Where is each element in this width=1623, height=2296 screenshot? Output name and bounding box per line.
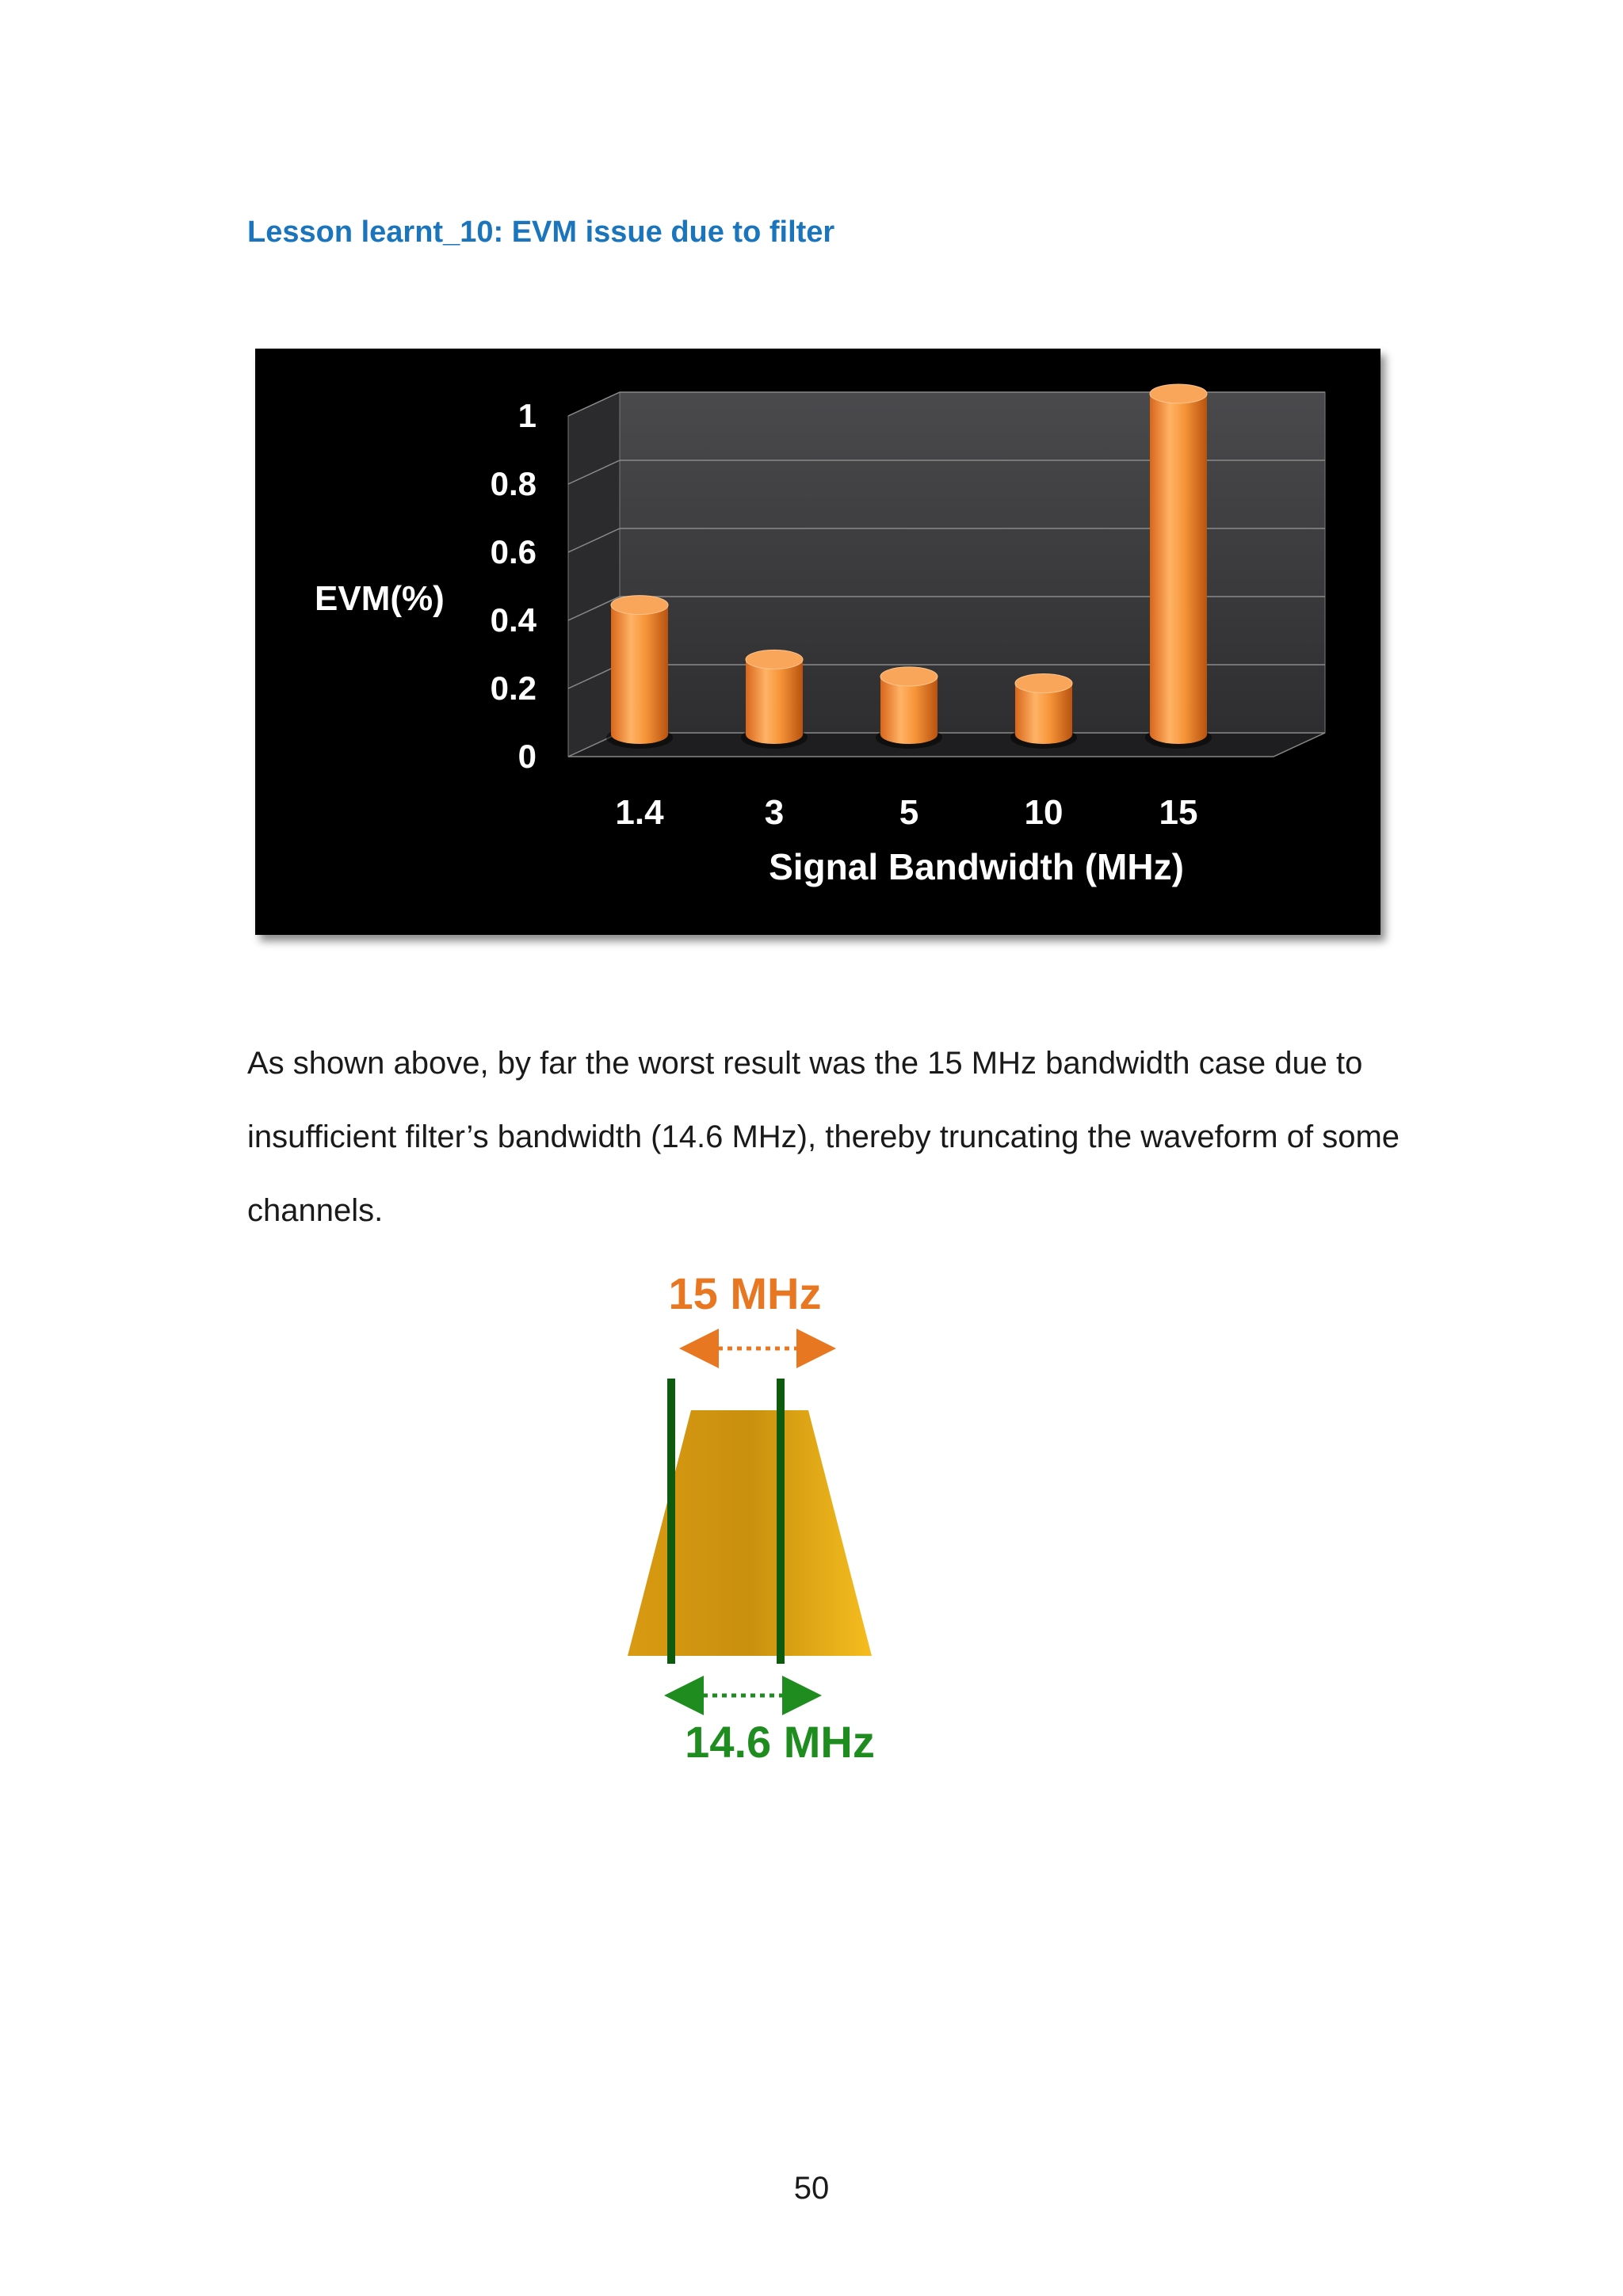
body-paragraph: As shown above, by far the worst result was the 15 MHz bandwidth case due to insufficient filter’s bandwidth (14.6 MHz), thereby truncating the waveform of some channels. — [247, 1046, 1400, 1228]
bar — [611, 605, 668, 744]
bar-top — [746, 650, 803, 669]
filter-bandwidth-label: 14.6 MHz — [685, 1717, 875, 1767]
signal-spectrum-shape — [628, 1410, 872, 1656]
evm-bar-chart — [255, 349, 1381, 935]
bar-top — [1150, 384, 1207, 403]
x-axis-label: Signal Bandwidth (MHz) — [769, 846, 1184, 887]
page-number: 50 — [793, 2171, 830, 2206]
bar — [1150, 394, 1207, 744]
bar — [746, 659, 803, 744]
y-tick-label: 0 — [517, 738, 537, 775]
x-tick-label: 15 — [1159, 793, 1198, 832]
bar-top — [880, 667, 938, 686]
bar-top — [1015, 674, 1072, 693]
x-tick-label: 5 — [899, 793, 919, 832]
y-tick-label: 1 — [517, 397, 537, 434]
x-tick-label: 1.4 — [615, 793, 664, 832]
y-tick-label: 0.6 — [490, 533, 537, 570]
y-tick-label: 0.2 — [490, 669, 537, 707]
y-tick-label: 0.8 — [490, 465, 537, 502]
bar-top — [611, 596, 668, 615]
bar — [880, 677, 938, 744]
filter-bandwidth-figure — [618, 1260, 935, 1818]
x-tick-label: 10 — [1024, 793, 1064, 832]
signal-bandwidth-label: 15 MHz — [668, 1268, 822, 1318]
x-tick-label: 3 — [764, 793, 785, 832]
y-tick-label: 0.4 — [490, 601, 537, 639]
chart-canvas — [255, 349, 1381, 935]
section-heading: Lesson learnt_10: EVM issue due to filter — [247, 215, 835, 249]
chart-back-wall — [620, 392, 1325, 733]
y-axis-label: EVM(%) — [315, 579, 445, 618]
